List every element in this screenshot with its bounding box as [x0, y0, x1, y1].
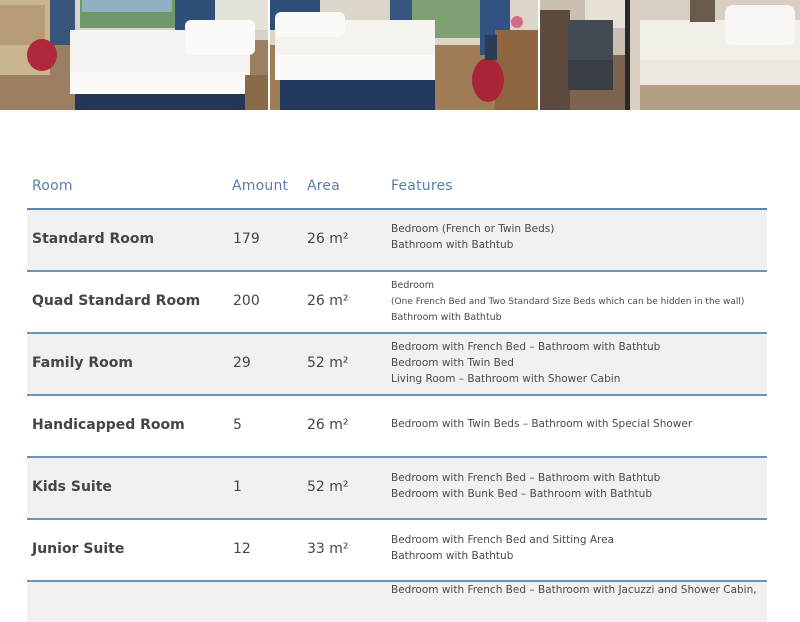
header-amount: Amount [232, 178, 289, 194]
table-row [27, 458, 767, 520]
table-row [27, 334, 767, 396]
feature-line: Bedroom with French Bed – Bathroom with Bathtub [391, 472, 661, 484]
room-amount: 5 [233, 417, 242, 433]
header-area: Area [307, 178, 341, 194]
feature-line: Bedroom with Twin Beds – Bathroom with Special Shower [391, 418, 693, 430]
photo-room-2 [270, 0, 538, 110]
room-features [391, 582, 757, 598]
room-amount: 179 [233, 231, 260, 247]
feature-line: Bathroom with Bathtub [391, 239, 514, 251]
feature-line: Bedroom with Bunk Bed – Bathroom with Bathtub [391, 488, 652, 500]
room-amount: 29 [233, 355, 251, 371]
room-features [391, 532, 614, 564]
table-row [27, 582, 767, 622]
feature-line: Bedroom [391, 280, 434, 291]
room-name: Junior Suite [32, 541, 125, 557]
feature-line: Bathroom with Bathtub [391, 550, 514, 562]
room-area: 52 m² [307, 355, 349, 371]
feature-line: Bathroom with Bathtub [391, 312, 502, 323]
room-amount: 200 [233, 293, 260, 309]
table-row [27, 520, 767, 582]
photo-strip [0, 0, 800, 110]
room-area: 26 m² [307, 231, 349, 247]
table-row [27, 210, 767, 272]
room-amount: 12 [233, 541, 251, 557]
room-features [391, 278, 744, 326]
room-features [391, 470, 660, 502]
feature-line: Bedroom with French Bed – Bathroom with Jacuzzi and Shower Cabin, [391, 584, 757, 596]
header-room: Room [32, 178, 73, 194]
table-row [27, 272, 767, 334]
feature-line: (One French Bed and Two Standard Size Beds which can be hidden in the wall) [391, 297, 745, 307]
room-area: 52 m² [307, 479, 349, 495]
room-amount: 1 [233, 479, 242, 495]
room-name: Quad Standard Room [32, 293, 201, 309]
room-features [391, 221, 554, 253]
feature-line: Living Room – Bathroom with Shower Cabin [391, 373, 621, 385]
room-name: Kids Suite [32, 479, 112, 495]
room-name: Family Room [32, 355, 133, 371]
feature-line: Bedroom with French Bed and Sitting Area [391, 534, 614, 546]
room-name: Standard Room [32, 231, 155, 247]
room-area: 26 m² [307, 417, 349, 433]
room-features [391, 416, 692, 432]
header-features: Features [391, 178, 453, 194]
feature-line: Bedroom with Twin Bed [391, 357, 514, 369]
room-name: Handicapped Room [32, 417, 185, 433]
feature-line: Bedroom (French or Twin Beds) [391, 223, 555, 235]
room-features [391, 339, 660, 387]
photo-room-1 [0, 0, 268, 110]
photo-room-3 [540, 0, 800, 110]
table-row [27, 396, 767, 458]
room-area: 33 m² [307, 541, 349, 557]
room-area: 26 m² [307, 293, 349, 309]
feature-line: Bedroom with French Bed – Bathroom with Bathtub [391, 341, 661, 353]
table-header [0, 178, 800, 202]
